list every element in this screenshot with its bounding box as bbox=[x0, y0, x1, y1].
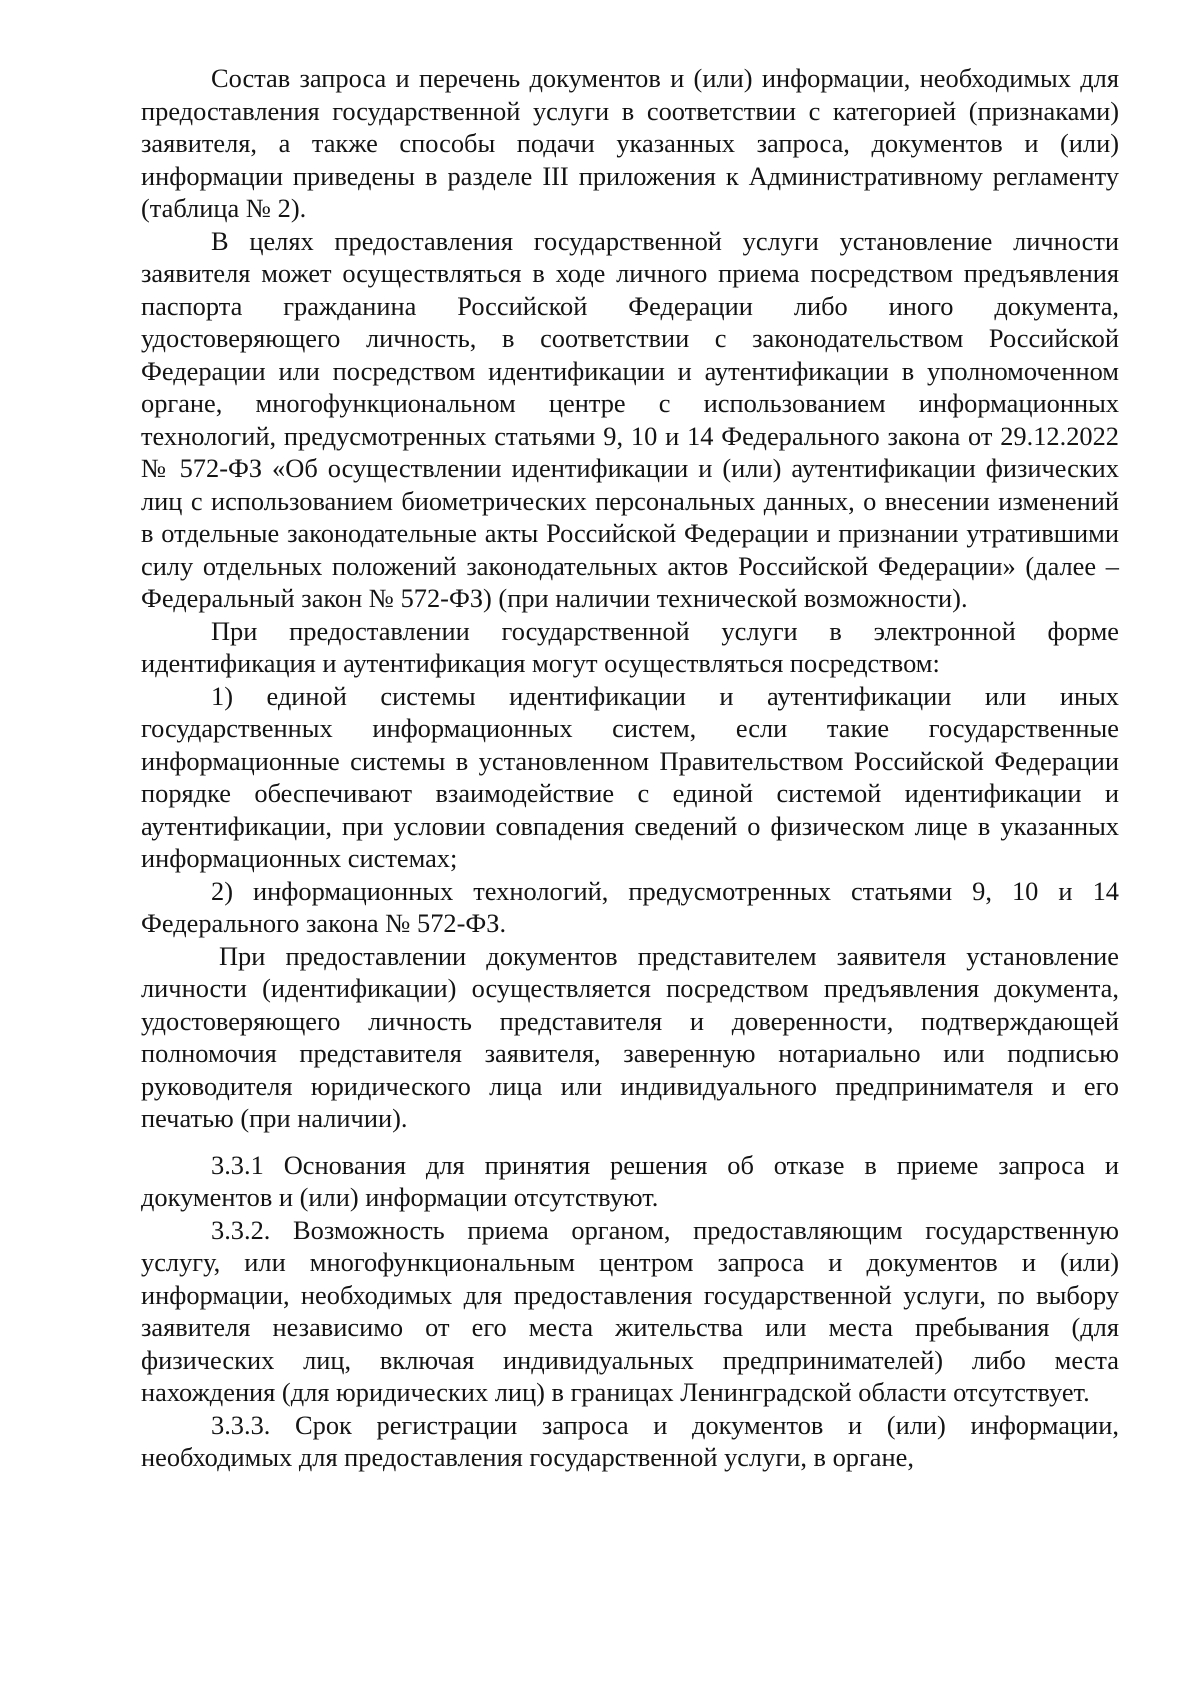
paragraph-request-composition: Состав запроса и перечень документов и (или) информации, необходимых для предоставления государственной услуги в соответствии с категорией (признаками) заявителя, а также способы подачи указанных запроса, документов и (или) информации приведены в разделе III приложения к Административному регламенту (таблица № 2). bbox=[141, 63, 1119, 223]
paragraph-3-3-2: 3.3.2. Возможность приема органом, предоставляющим государственную услугу, или многофункциональным центром запроса и документов и (или) информации, необходимых для предоставления государственной услуги, по выбору заявителя независимо от его места жительства или места пребывания (для физических лиц, включая индивидуальных предпринимателей) либо места нахождения (для юридических лиц) в границах Ленинградской области отсутствует. bbox=[141, 1214, 1119, 1407]
list-item-information-technologies: 2) информационных технологий, предусмотренных статьями 9, 10 и 14 Федерального закона № 572-ФЗ. bbox=[141, 875, 1119, 938]
document-page bbox=[141, 62, 1119, 1474]
paragraph-identity-establishment: В целях предоставления государственной услуги установление личности заявителя может осуществляться в ходе личного приема посредством предъявления паспорта гражданина Российской Федерации либо иного документа, удостоверяющего личность, в соответствии с законодательством Российской Федерации или посредством идентификации и аутентификации в уполномоченном органе, многофункциональном центре с использованием информационных технологий, предусмотренных статьями 9, 10 и 14 Федерального закона от 29.12.2022 № 572-ФЗ «Об осуществлении идентификации и (или) аутентификации физических лиц с использованием биометрических персональных данных, о внесении изменений в отдельные законодательные акты Российской Федерации и признании утратившими силу отдельных положений законодательных актов Российской Федерации» (далее – Федеральный закон № 572-ФЗ) (при наличии технической возможности). bbox=[141, 225, 1119, 613]
paragraph-representative-identification: При предоставлении документов представителем заявителя установление личности (идентификации) осуществляется посредством предъявления документа, удостоверяющего личность представителя и доверенности, подтверждающей полномочия представителя заявителя, заверенную нотариально или подписью руководителя юридического лица или индивидуального предпринимателя и его печатью (при наличии). bbox=[141, 940, 1119, 1133]
paragraph-electronic-identification: При предоставлении государственной услуги в электронной форме идентификация и аутентификация могут осуществляться посредством: bbox=[141, 615, 1119, 678]
list-item-esia: 1) единой системы идентификации и аутентификации или иных государственных информационных систем, если такие государственные информационные системы в установленном Правительством Российской Федерации порядке обеспечивают взаимодействие с единой системой идентификации и аутентификации, при условии совпадения сведений о физическом лице в указанных информационных системах; bbox=[141, 680, 1119, 873]
paragraph-3-3-1: 3.3.1 Основания для принятия решения об отказе в приеме запроса и документов и (или) информации отсутствуют. bbox=[141, 1149, 1119, 1212]
paragraph-3-3-3: 3.3.3. Срок регистрации запроса и документов и (или) информации, необходимых для предоставления государственной услуги, в органе, bbox=[141, 1409, 1119, 1472]
